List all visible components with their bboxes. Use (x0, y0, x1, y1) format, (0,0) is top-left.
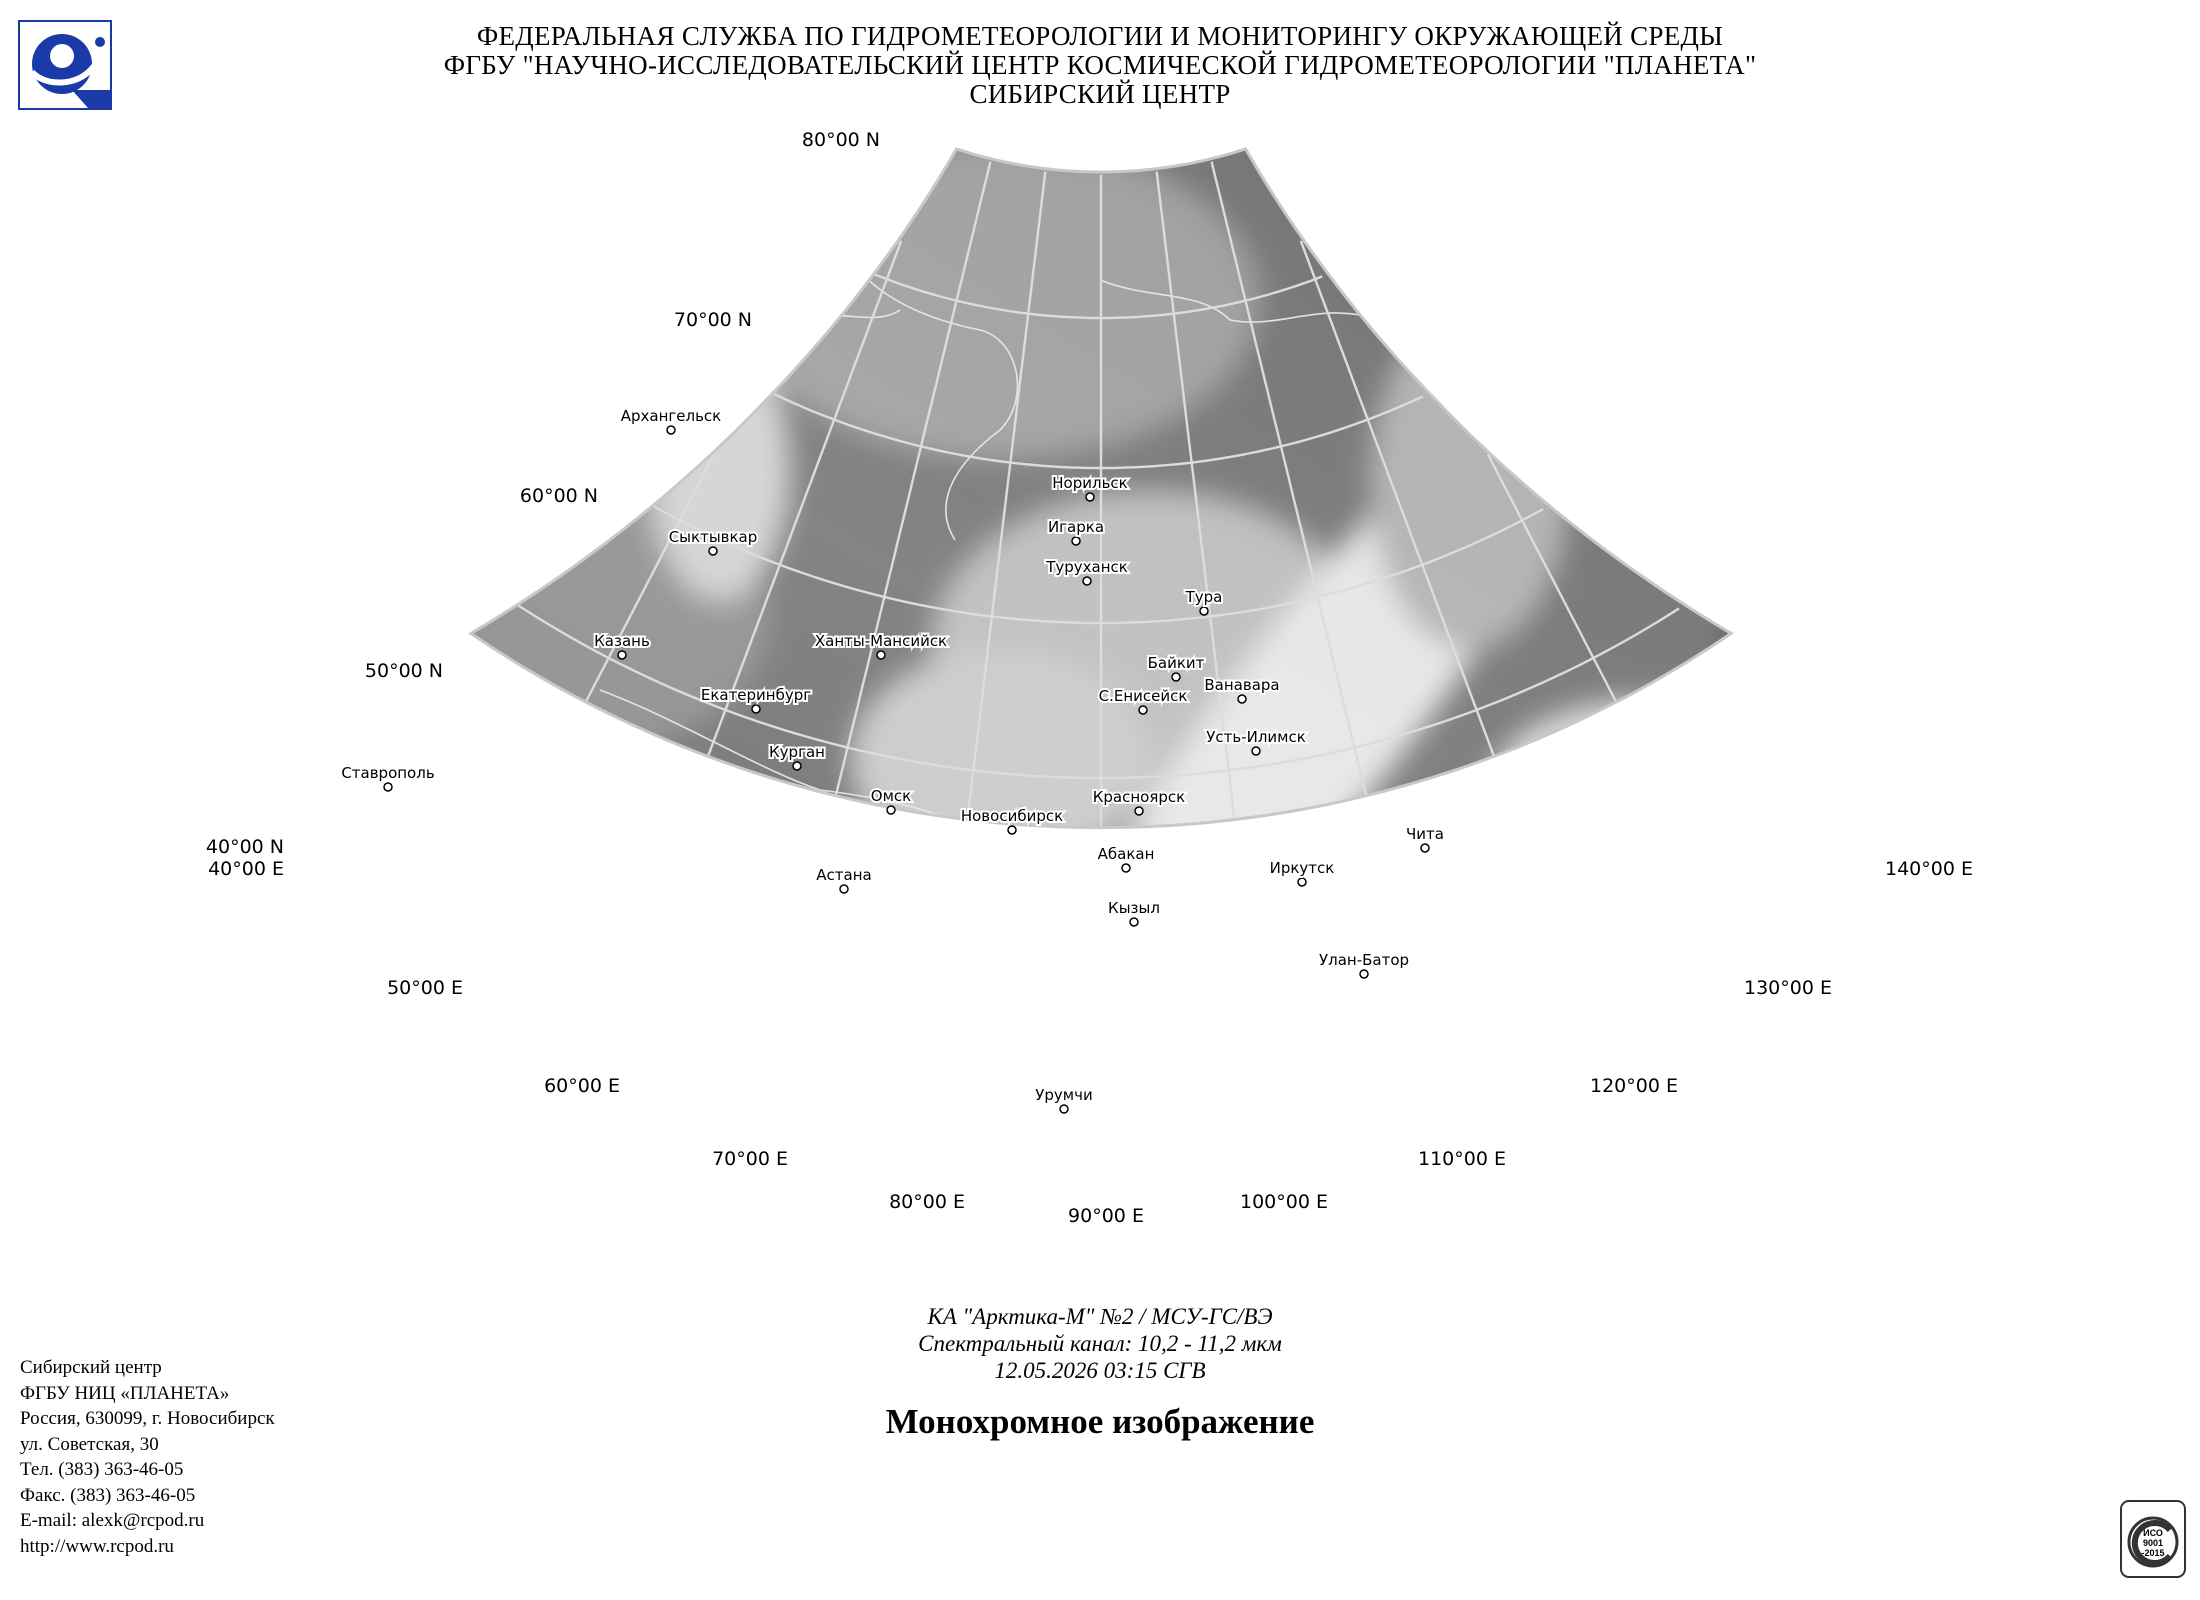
city-label: Кызыл (1108, 899, 1160, 917)
city-marker (1130, 918, 1138, 926)
city-label: Тура (1185, 588, 1223, 606)
city-marker (1072, 537, 1080, 545)
city-label: Иркутск (1269, 859, 1335, 877)
longitude-label: 100°00 E (1240, 1191, 1328, 1213)
city-marker (1086, 493, 1094, 501)
contact-block (20, 1355, 275, 1559)
longitude-label: 90°00 E (1068, 1205, 1144, 1227)
city-marker (709, 547, 717, 555)
city-marker (1122, 864, 1130, 872)
city-label: Красноярск (1092, 788, 1186, 806)
city-marker (667, 426, 675, 434)
latitude-label: 50°00 N (364, 660, 443, 682)
city-marker (1252, 747, 1260, 755)
contact-line: Факс. (383) 363-46-05 (20, 1484, 196, 1506)
city-label: Чита (1406, 825, 1444, 843)
contact-line: Сибирский центр (20, 1357, 162, 1378)
longitude-label: 70°00 E (712, 1148, 788, 1170)
caption-channel: Спектральный канал: 10,2 - 11,2 мкм (918, 1331, 1282, 1356)
latitude-label: 80°00 N (801, 129, 880, 151)
city-label: Екатеринбург (700, 686, 812, 704)
caption-satellite: КА "Арктика-М" №2 / МСУ-ГС/ВЭ (927, 1304, 1273, 1329)
city-label: Туруханск (1046, 558, 1128, 576)
caption (0, 1303, 2200, 1384)
city-marker (1421, 844, 1429, 852)
contact-line: ул. Советская, 30 (20, 1433, 159, 1455)
longitude-label: 110°00 E (1418, 1148, 1506, 1170)
city-marker (1360, 970, 1368, 978)
longitude-label: 130°00 E (1744, 977, 1832, 999)
city-label: Ванавара (1204, 676, 1280, 694)
city-label: С.Енисейск (1098, 687, 1188, 705)
longitude-label: 50°00 E (387, 977, 463, 999)
city-label: Норильск (1052, 474, 1128, 492)
city-marker (1238, 695, 1246, 703)
city-label: Омск (870, 787, 912, 805)
iso-certification-badge (2120, 1500, 2186, 1578)
city-label: Архангельск (620, 407, 722, 425)
city-label: Игарка (1047, 518, 1105, 536)
latitude-label: 40°00 N (205, 836, 284, 858)
caption-datetime: 12.05.2026 03:15 СГВ (994, 1358, 1206, 1383)
contact-line: Тел. (383) 363-46-05 (20, 1459, 184, 1480)
city-marker (384, 783, 392, 791)
city-marker (877, 651, 885, 659)
city-marker (793, 762, 801, 770)
city-marker (1200, 607, 1208, 615)
city-label: Ханты-Мансийск (814, 632, 948, 650)
city-label: Абакан (1097, 845, 1155, 863)
city-label: Сыктывкар (668, 528, 758, 546)
longitude-label: 140°00 E (1885, 858, 1973, 880)
city-label: Новосибирск (960, 807, 1064, 825)
contact-line: Россия, 630099, г. Новосибирск (20, 1408, 275, 1429)
product-title: Монохромное изображение (885, 1402, 1315, 1441)
city-marker (1135, 807, 1143, 815)
contact-line: E-mail: alexk@rcpod.ru (20, 1510, 205, 1531)
longitude-label: 120°00 E (1590, 1075, 1678, 1097)
city-marker (1060, 1105, 1068, 1113)
city-marker (1008, 826, 1016, 834)
contact-line: http://www.rcpod.ru (20, 1535, 174, 1557)
iso-text-1: ИСО (2143, 1528, 2163, 1538)
header-line-1: ФЕДЕРАЛЬНАЯ СЛУЖБА ПО ГИДРОМЕТЕОРОЛОГИИ И МОНИТОРИНГУ ОКРУЖАЮЩЕЙ СРЕДЫ (476, 21, 1724, 51)
city-label: Казань (594, 632, 650, 650)
city-label: Усть-Илимск (1206, 728, 1306, 746)
city-marker (840, 885, 848, 893)
longitude-label: 80°00 E (889, 1191, 965, 1213)
longitude-label: 60°00 E (544, 1075, 620, 1097)
contact-line: ФГБУ НИЦ «ПЛАНЕТА» (20, 1382, 230, 1404)
city-marker (887, 806, 895, 814)
city-marker (1139, 706, 1147, 714)
iso-text-3: -2015 (2141, 1548, 2165, 1558)
city-marker (752, 705, 760, 713)
header-line-3: СИБИРСКИЙ ЦЕНТР (969, 79, 1231, 109)
city-marker (1172, 673, 1180, 681)
latitude-label: 70°00 N (673, 309, 752, 331)
city-marker (618, 651, 626, 659)
city-label: Курган (769, 743, 825, 761)
city-label: Астана (816, 866, 872, 884)
city-label: Байкит (1147, 654, 1205, 672)
header-line-2: ФГБУ "НАУЧНО-ИССЛЕДОВАТЕЛЬСКИЙ ЦЕНТР КОСМИЧЕСКОЙ ГИДРОМЕТЕОРОЛОГИИ "ПЛАНЕТА" (443, 50, 1757, 80)
latitude-label: 60°00 N (519, 485, 598, 507)
iso-text-2: 9001 (2142, 1538, 2164, 1548)
city-label: Ставрополь (341, 764, 435, 782)
city-label: Улан-Батор (1318, 951, 1410, 969)
city-marker (1298, 878, 1306, 886)
longitude-label: 40°00 E (208, 858, 284, 880)
city-label: Урумчи (1035, 1086, 1093, 1104)
city-marker (1083, 577, 1091, 585)
